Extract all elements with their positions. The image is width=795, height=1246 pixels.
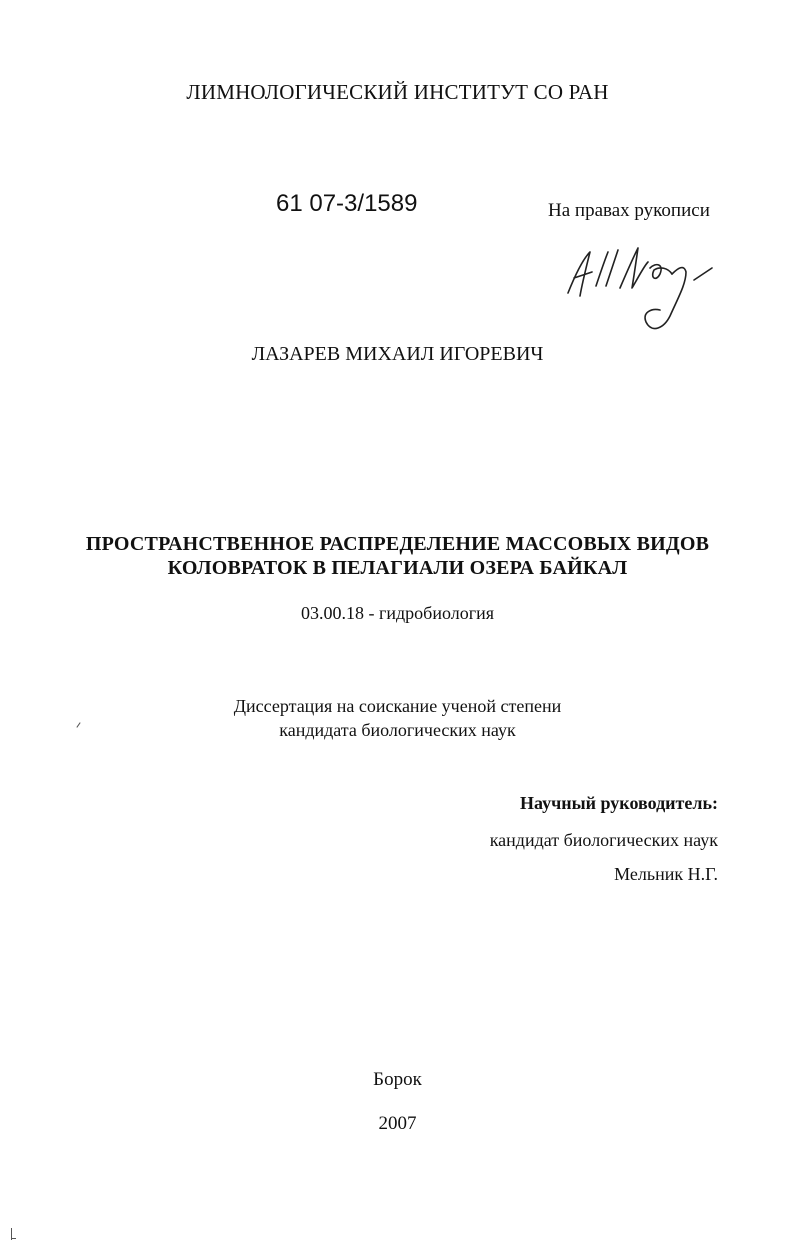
handwritten-signature-icon: [560, 238, 730, 338]
city: Борок: [373, 1069, 422, 1090]
catalog-number: 61 07-3/1589: [276, 190, 418, 217]
institute-name: ЛИМНОЛОГИЧЕСКИЙ ИНСТИТУТ СО РАН: [186, 80, 609, 104]
year: 2007: [378, 1113, 417, 1134]
specialty-code: 03.00.18 - гидробиология: [301, 603, 494, 623]
dissertation-title-line-1: ПРОСТРАНСТВЕННОЕ РАСПРЕДЕЛЕНИЕ МАССОВЫХ ВИДОВ: [85, 533, 710, 555]
supervisor-heading: Научный руководитель:: [520, 793, 718, 813]
dissertation-title-line-2: КОЛОВРАТОК В ПЕЛАГИАЛИ ОЗЕРА БАЙКАЛ: [167, 557, 628, 579]
rights-notice: На правах рукописи: [548, 200, 710, 221]
degree-line-1: Диссертация на соискание ученой степени: [233, 696, 562, 716]
degree-line-2: кандидата биологических наук: [279, 720, 516, 740]
author-name: ЛАЗАРЕВ МИХАИЛ ИГОРЕВИЧ: [251, 343, 544, 365]
scan-speck: [12, 1238, 16, 1239]
supervisor-degree: кандидат биологических наук: [489, 830, 718, 850]
supervisor-name: Мельник Н.Г.: [614, 864, 718, 884]
